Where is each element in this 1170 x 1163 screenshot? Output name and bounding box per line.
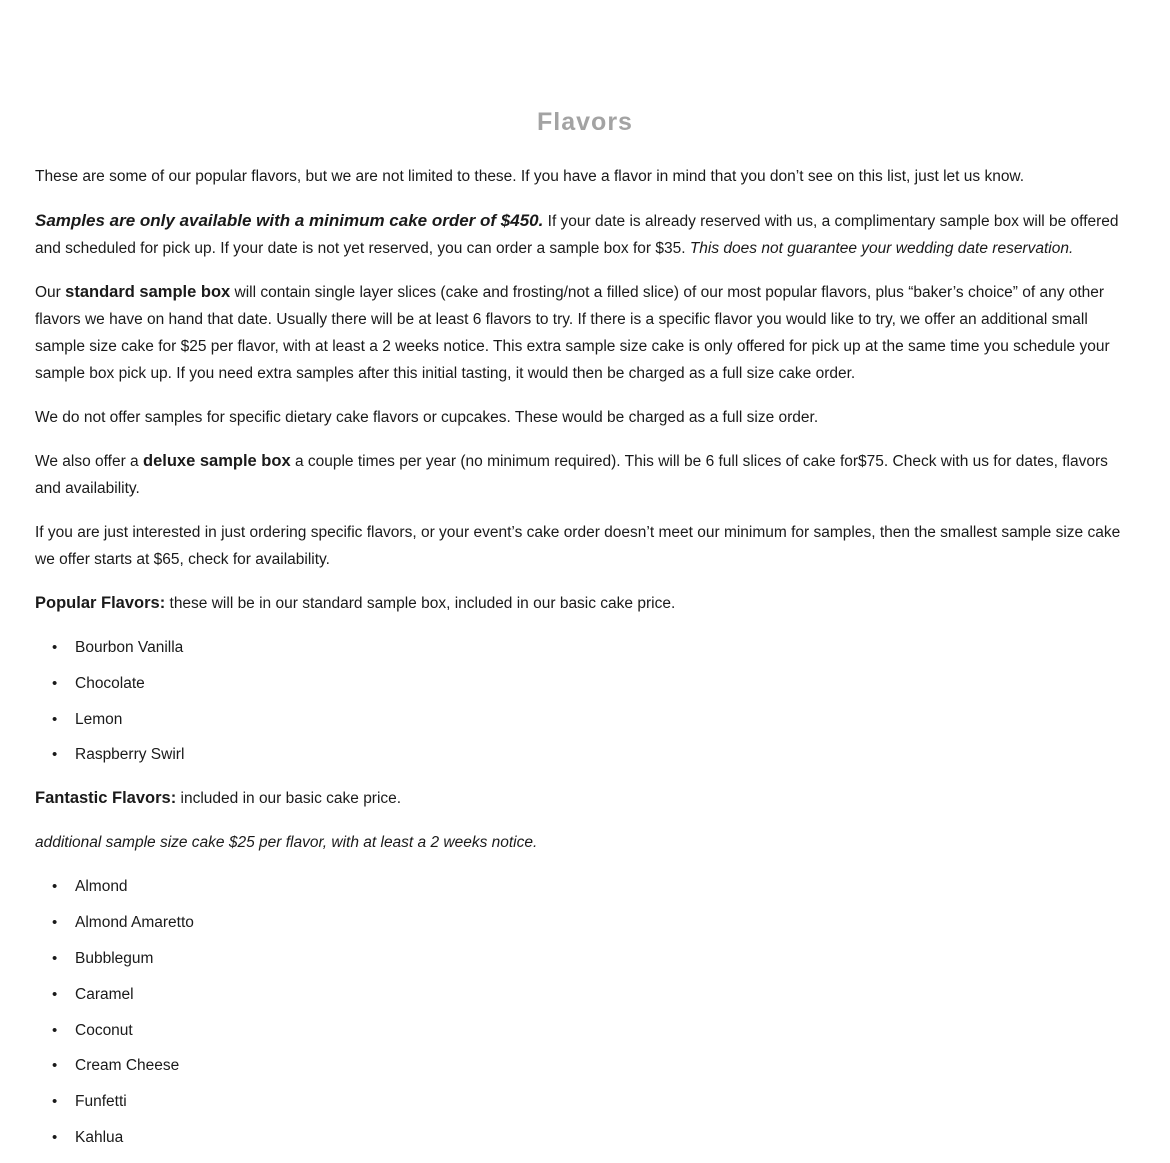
page-title: Flavors	[537, 108, 633, 136]
flavor-name: Chocolate	[75, 674, 145, 692]
flavor-name: Kahlua	[75, 1128, 124, 1146]
flavor-name: Cream Cheese	[75, 1057, 180, 1075]
samples-paragraph	[35, 207, 1135, 262]
popular-flavors-list	[35, 634, 1135, 768]
flavor-name: Funfetti	[75, 1093, 127, 1111]
bullet-icon: •	[52, 949, 58, 967]
fantastic-flavors-desc: included in our basic cake price.	[176, 790, 402, 808]
standard-box-paragraph	[35, 279, 1135, 387]
bullet-icon: •	[52, 985, 58, 1003]
fantastic-flavors-paragraph	[35, 785, 1135, 812]
deluxe-box-prefix: We also offer a	[35, 453, 143, 470]
flavor-list-item	[35, 981, 1135, 1008]
deluxe-box-body: a couple times per year (no minimum required). This will be 6 full slices of cake for$75. Check with us for dates, flavors and availability.	[35, 453, 1108, 497]
bullet-icon: •	[52, 1057, 58, 1075]
flavor-list-item	[35, 706, 1135, 733]
flavor-list-item	[35, 945, 1135, 972]
popular-flavors-paragraph	[35, 590, 1135, 617]
bullet-icon: •	[52, 746, 58, 764]
intro-paragraph: These are some of our popular flavors, but we are not limited to these. If you have a flavor in mind that you don’t see on this list, just let us know.	[35, 168, 1025, 185]
flavor-name: Almond Amaretto	[75, 914, 194, 932]
dietary-paragraph: We do not offer samples for specific dietary cake flavors or cupcakes. These would be charged as a full size order.	[35, 409, 819, 426]
bullet-icon: •	[52, 914, 58, 932]
samples-body: If your date is already reserved with us, a complimentary sample box will be offered and scheduled for pick up. If your date is not yet reserved, you can order a sample box for $35.	[35, 213, 1119, 257]
bullet-icon: •	[52, 878, 58, 896]
deluxe-box-term: deluxe sample box	[143, 452, 291, 470]
deluxe-box-paragraph	[35, 448, 1135, 502]
flavor-name: Almond	[75, 878, 128, 896]
flavor-name: Bourbon Vanilla	[75, 639, 184, 656]
flavor-name: Caramel	[75, 985, 134, 1003]
bullet-icon: •	[52, 674, 58, 692]
bullet-icon: •	[52, 1021, 58, 1039]
fantastic-flavors-list	[35, 873, 1135, 1151]
standard-box-term: standard sample box	[65, 283, 231, 301]
bullet-icon: •	[52, 1093, 58, 1111]
specific-flavors-paragraph: If you are just interested in just ordering specific flavors, or your event’s cake order doesn’t meet our minimum for samples, then the smallest sample size cake we offer starts at $65, check for availability.	[35, 524, 1121, 568]
fantastic-flavors-note: additional sample size cake $25 per flavor, with at least a 2 weeks notice.	[35, 834, 538, 852]
samples-note: This does not guarantee your wedding date reservation.	[689, 240, 1074, 257]
bullet-icon: •	[52, 710, 58, 728]
fantastic-flavors-heading: Fantastic Flavors:	[35, 789, 177, 808]
flavor-name: Bubblegum	[75, 949, 154, 967]
flavor-list-item	[35, 1052, 1135, 1079]
flavor-name: Raspberry Swirl	[75, 746, 185, 764]
flavor-name: Lemon	[75, 710, 123, 728]
flavor-list-item	[35, 670, 1135, 697]
standard-box-body: will contain single layer slices (cake and frosting/not a filled slice) of our most popular flavors, plus “baker’s choice” of any other flavors we have on hand that date. Usually there will be at least 6 flavors to try. If there is a specific flavor you would like to try, we offer an additional small sample size cake for $25 per flavor, with at least a 2 weeks notice. This extra sample size cake is only offered for pick up at the same time you schedule your sample box pick up. If you need extra samples after this initial tasting, it would then be charged as a full size cake order.	[35, 284, 1110, 382]
bullet-icon: •	[52, 639, 58, 656]
flavor-list-item	[35, 634, 1135, 661]
flavor-list-item	[35, 1124, 1135, 1151]
standard-box-prefix: Our	[35, 284, 66, 301]
flavor-list-item	[35, 909, 1135, 936]
flavor-list-item	[35, 741, 1135, 768]
flavor-list-item	[35, 1017, 1135, 1044]
popular-flavors-desc: these will be in our standard sample box, included in our basic cake price.	[165, 595, 676, 612]
popular-flavors-heading: Popular Flavors:	[35, 594, 166, 612]
flavor-list-item	[35, 1088, 1135, 1115]
flavor-list-item	[35, 873, 1135, 900]
flavor-name: Coconut	[75, 1021, 133, 1039]
samples-lead: Samples are only available with a minimum cake order of $450.	[35, 211, 544, 230]
bullet-icon: •	[52, 1128, 58, 1146]
